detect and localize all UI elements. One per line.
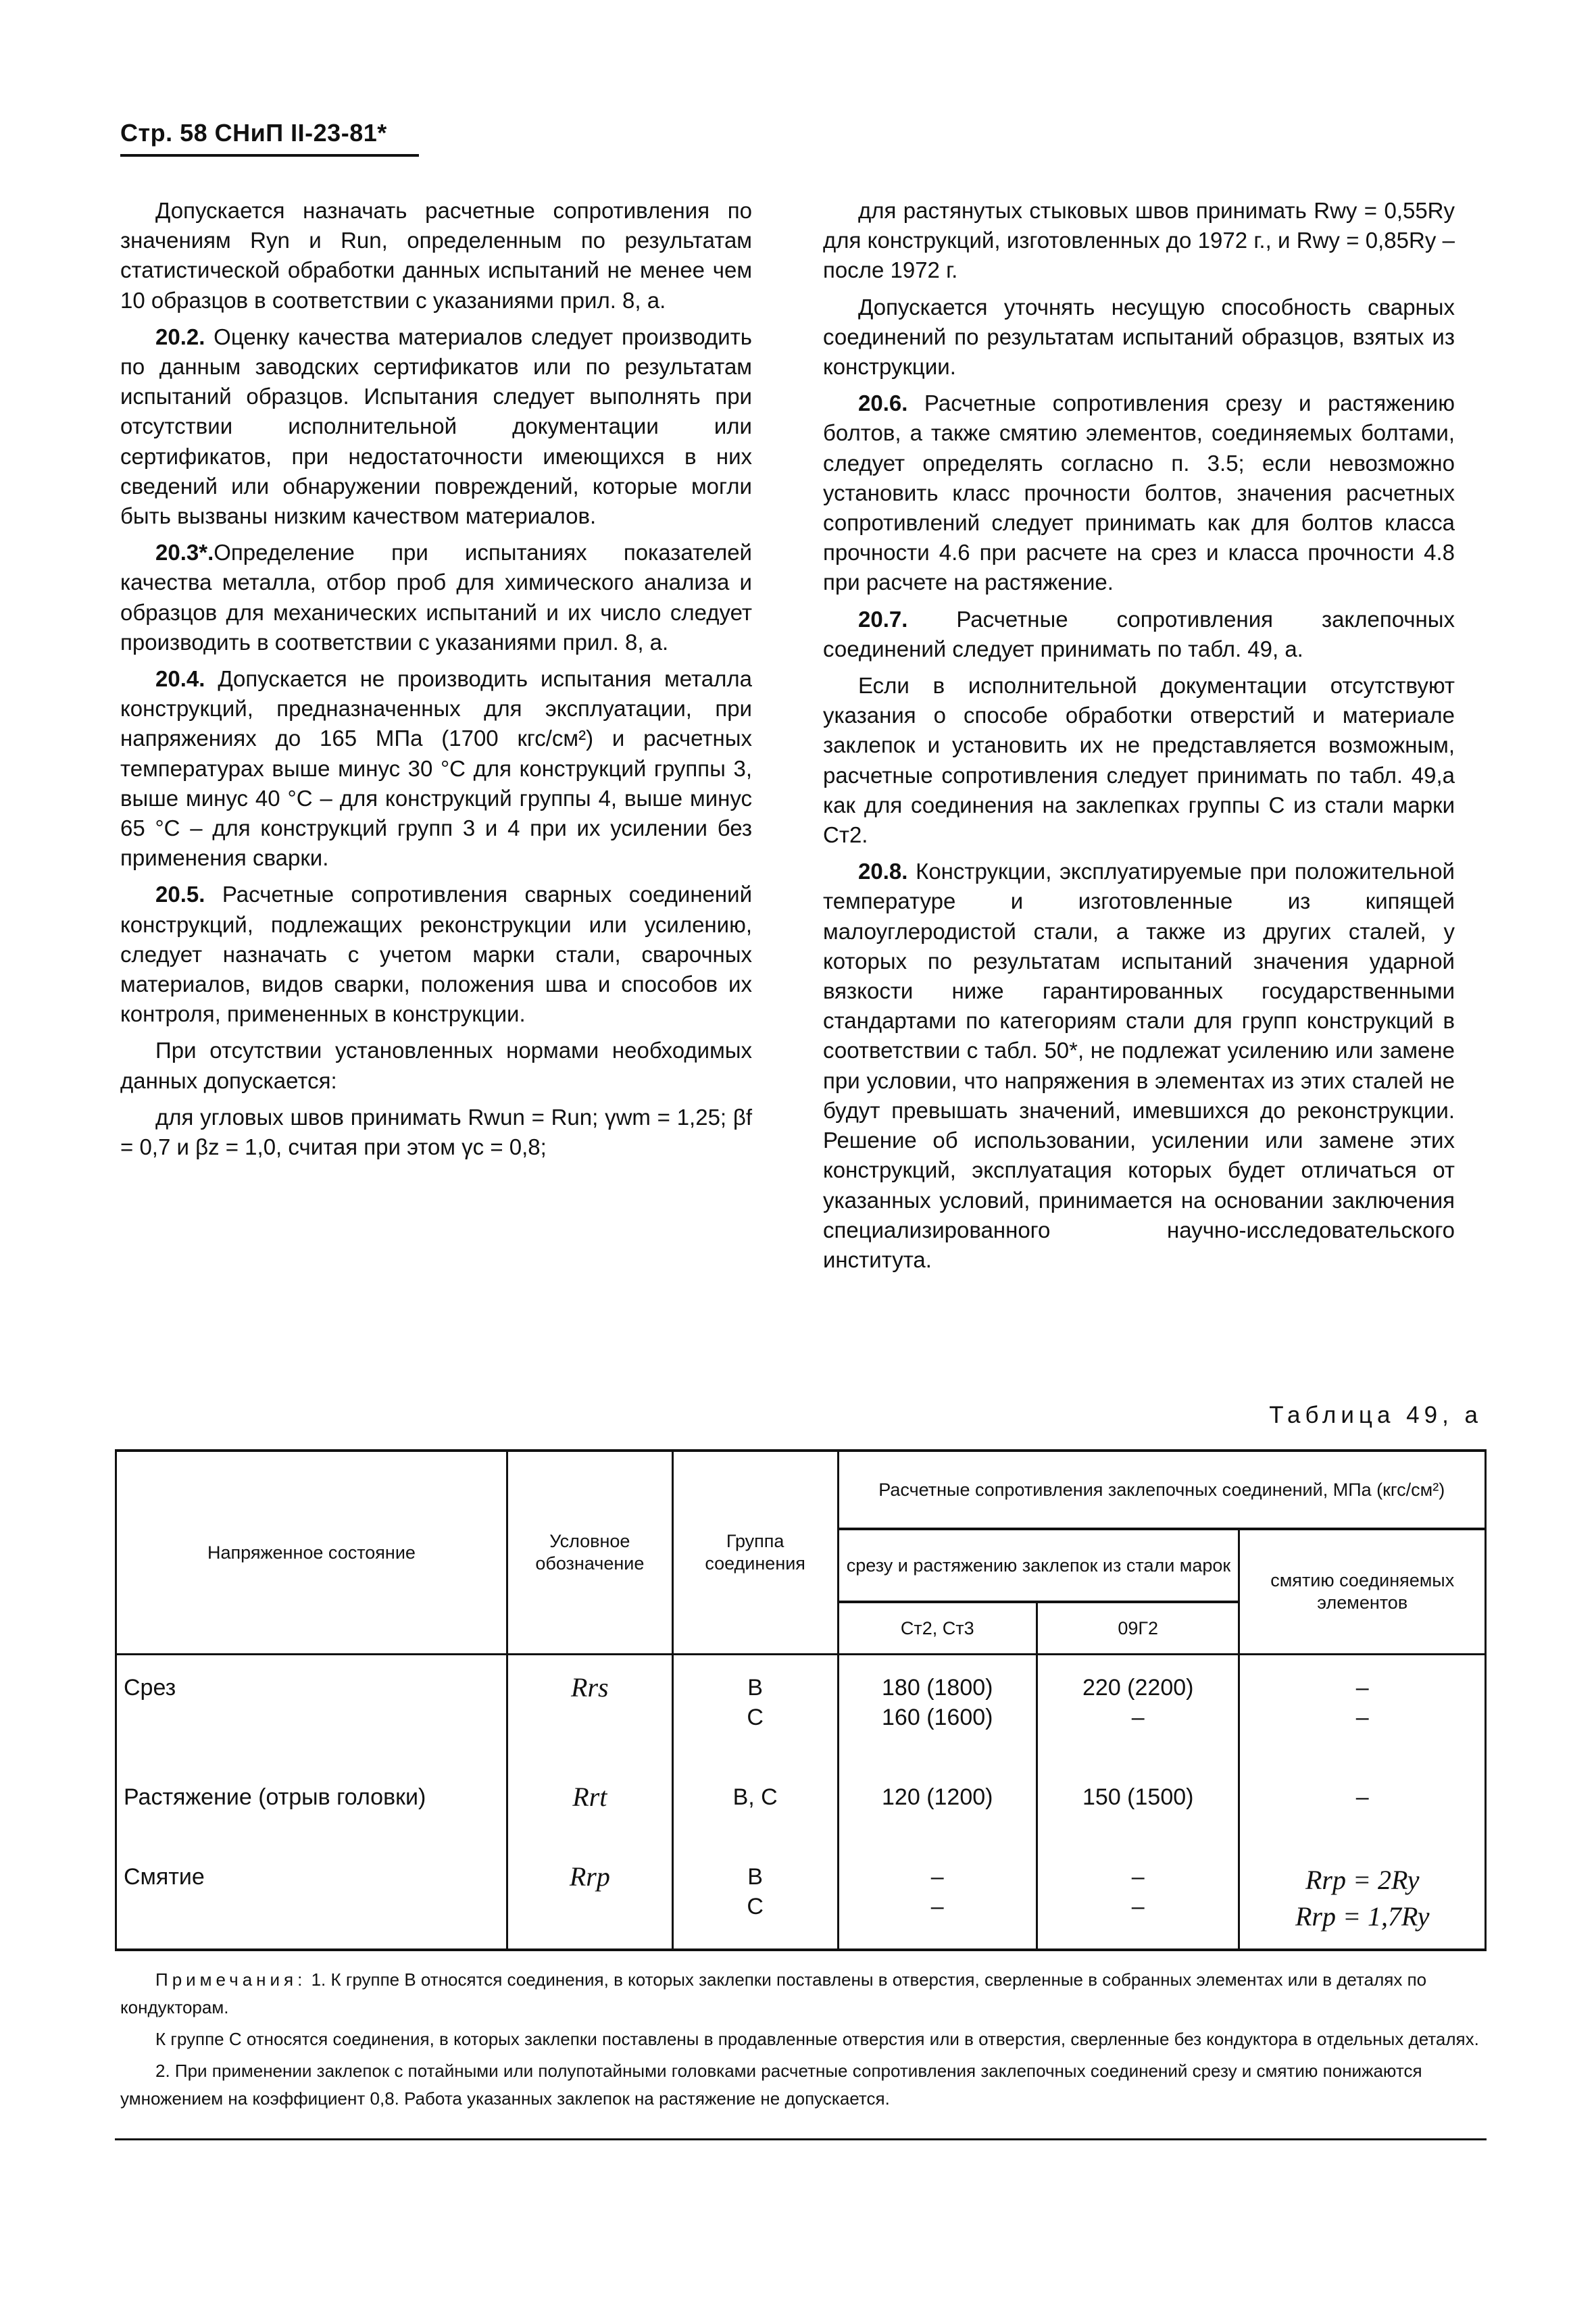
paragraph-20-7 [823, 605, 1455, 664]
paragraph-20-3 [120, 538, 752, 657]
left-column [120, 196, 752, 1169]
note-1b: К группе С относятся соединения, в которых заклепки поставлены в продавленные отверстия или в отверстия, сверленные без кондуктора в отдельных деталях. [155, 2029, 1479, 2049]
header-symbol: Условное обозначение [507, 1451, 672, 1655]
table-row [116, 1655, 1486, 1765]
paragraph: Допускается назначать расчетные сопротивления по значениям Ryn и Run, определенным по результатам статистической обработки данных испытаний не менее чем 10 образцов в соответствии с указаниями прил. 8, а. [120, 198, 752, 313]
table-notes [120, 1966, 1485, 2117]
paragraph: Допускается уточнять несущую способность сварных соединений по результатам испытаний образцов, взятых из конструкции. [823, 294, 1455, 380]
header-state: Напряженное состояние [116, 1451, 507, 1655]
paragraph-20-6 [823, 388, 1455, 597]
paragraph: При отсутствии установленных нормами необходимых данных допускается: [120, 1038, 752, 1093]
clause-text: Расчетные сопротивления заклепочных соединений следует принимать по табл. 49, а. [823, 606, 1455, 661]
table-row [116, 1765, 1486, 1844]
clause-number: 20.2. [155, 324, 205, 349]
header-09g2: 09Г2 [1037, 1602, 1239, 1655]
clause-text: Конструкции, эксплуатируемые при положительной температуре и изготовленные из кипящей малоуглеродистой стали, а также из других сталей, у которых по результатам испытаний значения ударной вязкости ниже гарантированных государственными стандартами по категориям стали для групп конструкций в соответствии с табл. 50*, не подлежат усилению или замене при условии, что напряжения в элементах из этих сталей не будут превышать значений, имевшихся до реконструкции. Решение об использовании, усилении или замене этих конструкций, эксплуатация которых будет отличаться от указанных условий, принимается на основании заключения специализированного научно-исследовательского института. [823, 859, 1455, 1272]
clause-text: Определение при испытаниях показателей качества металла, отбор проб для химического анализа и образцов для механических испытаний и их число следует производить в соответствии с указаниями прил. 8, а. [120, 540, 752, 655]
clause-text: Расчетные сопротивления сварных соединений конструкций, подлежащих реконструкции или усилению, следует назначать с учетом марки стали, сварочных материалов, видов сварки, положения шва и способов их контроля, примененных в конструкции. [120, 882, 752, 1027]
cell-symbol: Rrs [507, 1655, 672, 1765]
clause-number: 20.4. [155, 666, 205, 692]
header-group: Группа соединения [672, 1451, 838, 1655]
header-shear-tension: срезу и растяжению заклепок из стали марок [838, 1529, 1239, 1602]
clause-number: 20.3*. [155, 540, 214, 565]
rivet-resistance-table [115, 1449, 1487, 1951]
cell-symbol: Rrp [507, 1844, 672, 1950]
clause-number: 20.6. [858, 391, 908, 416]
table-row [116, 1844, 1486, 1950]
cell-bearing: – [1239, 1765, 1486, 1844]
cell-group: В С [672, 1655, 838, 1765]
header-st2-st3: Ст2, Ст3 [838, 1602, 1037, 1655]
header-resistance: Расчетные сопротивления заклепочных соединений, МПа (кгс/см²) [838, 1451, 1485, 1529]
paragraph-20-8 [823, 857, 1455, 1275]
paragraph-20-4 [120, 664, 752, 873]
note-text: 1. К группе В относятся соединения, в которых заклепки поставлены в отверстия, сверленные в собранных элементах или в деталях по кондукторам. [120, 1969, 1427, 2017]
cell-state: Растяжение (отрыв головки) [116, 1765, 507, 1844]
cell-group: В, С [672, 1765, 838, 1844]
cell-st2: – – [838, 1844, 1037, 1950]
cell-09g2: 220 (2200) – [1037, 1655, 1239, 1765]
notes-label: Примечания: [155, 1969, 307, 1990]
clause-text: Расчетные сопротивления срезу и растяжению болтов, а также смятию элементов, соединяемых болтами, следует определять согласно п. 3.5; если невозможно установить класс прочности болтов, значения расчетных сопротивлений следует принимать как для болтов класса прочности 4.6 при расчете на срез и класса прочности 4.8 при расчете на растяжение. [823, 391, 1455, 595]
paragraph-20-5 [120, 880, 752, 1029]
cell-symbol: Rrt [507, 1765, 672, 1844]
cell-state: Срез [116, 1655, 507, 1765]
clause-text: Допускается не производить испытания металла конструкций, предназначенных для эксплуатации, при напряжениях до 165 МПа (1700 кгс/см²) и расчетных температурах выше минус 30 °С для конструкций группы 3, выше минус 40 °С – для конструкций группы 4, выше минус 65 °С – для конструкций групп 3 и 4 при их усилении без применения сварки. [120, 666, 752, 871]
cell-st2: 180 (1800) 160 (1600) [838, 1655, 1037, 1765]
cell-group: В С [672, 1844, 838, 1950]
cell-st2: 120 (1200) [838, 1765, 1037, 1844]
cell-09g2: 150 (1500) [1037, 1765, 1239, 1844]
paragraph: Если в исполнительной документации отсутствуют указания о способе обработки отверстий и материале заклепок и установить их не представляется возможным, расчетные сопротивления следует принимать по табл. 49,а как для соединения на заклепках группы С из стали марки Ст2. [823, 673, 1455, 848]
clause-number: 20.8. [858, 859, 908, 884]
note-2: 2. При применении заклепок с потайными или полупотайными головками расчетные сопротивления заклепочных соединений срезу и смятию понижаются умножением на коэффициент 0,8. Работа указанных заклепок на растяжение не допускается. [120, 2061, 1422, 2109]
footer-rule [115, 2138, 1487, 2140]
clause-number: 20.7. [858, 606, 908, 632]
header-bearing: смятию соединяемых элементов [1239, 1529, 1486, 1655]
page-header: Стр. 58 СНиП II-23-81* [120, 119, 387, 147]
clause-text: Оценку качества материалов следует производить по данным заводских сертификатов или по результатам испытаний образцов. Испытания следует выполнять при отсутствии исполнительной документации или сертификатов, при недостаточности имеющихся в них сведений или обнаружении повреждений, которые могли быть вызваны низким качеством материалов. [120, 324, 752, 529]
header-rule [120, 154, 419, 157]
cell-bearing: – – [1239, 1655, 1486, 1765]
right-column [823, 196, 1455, 1282]
paragraph-20-2 [120, 322, 752, 531]
table-caption: Таблица 49, а [1269, 1402, 1482, 1428]
clause-number: 20.5. [155, 882, 205, 907]
cell-state: Смятие [116, 1844, 507, 1950]
note-1 [120, 1966, 1485, 2021]
cell-09g2: – – [1037, 1844, 1239, 1950]
cell-bearing: Rrp = 2Ry Rrp = 1,7Ry [1239, 1844, 1486, 1950]
paragraph: для угловых швов принимать Rwun = Run; γwm = 1,25; βf = 0,7 и βz = 1,0, считая при этом γc = 0,8; [120, 1104, 752, 1160]
paragraph: для растянутых стыковых швов принимать Rwy = 0,55Ry для конструкций, изготовленных до 1972 г., и Rwy = 0,85Ry – после 1972 г. [823, 198, 1455, 283]
